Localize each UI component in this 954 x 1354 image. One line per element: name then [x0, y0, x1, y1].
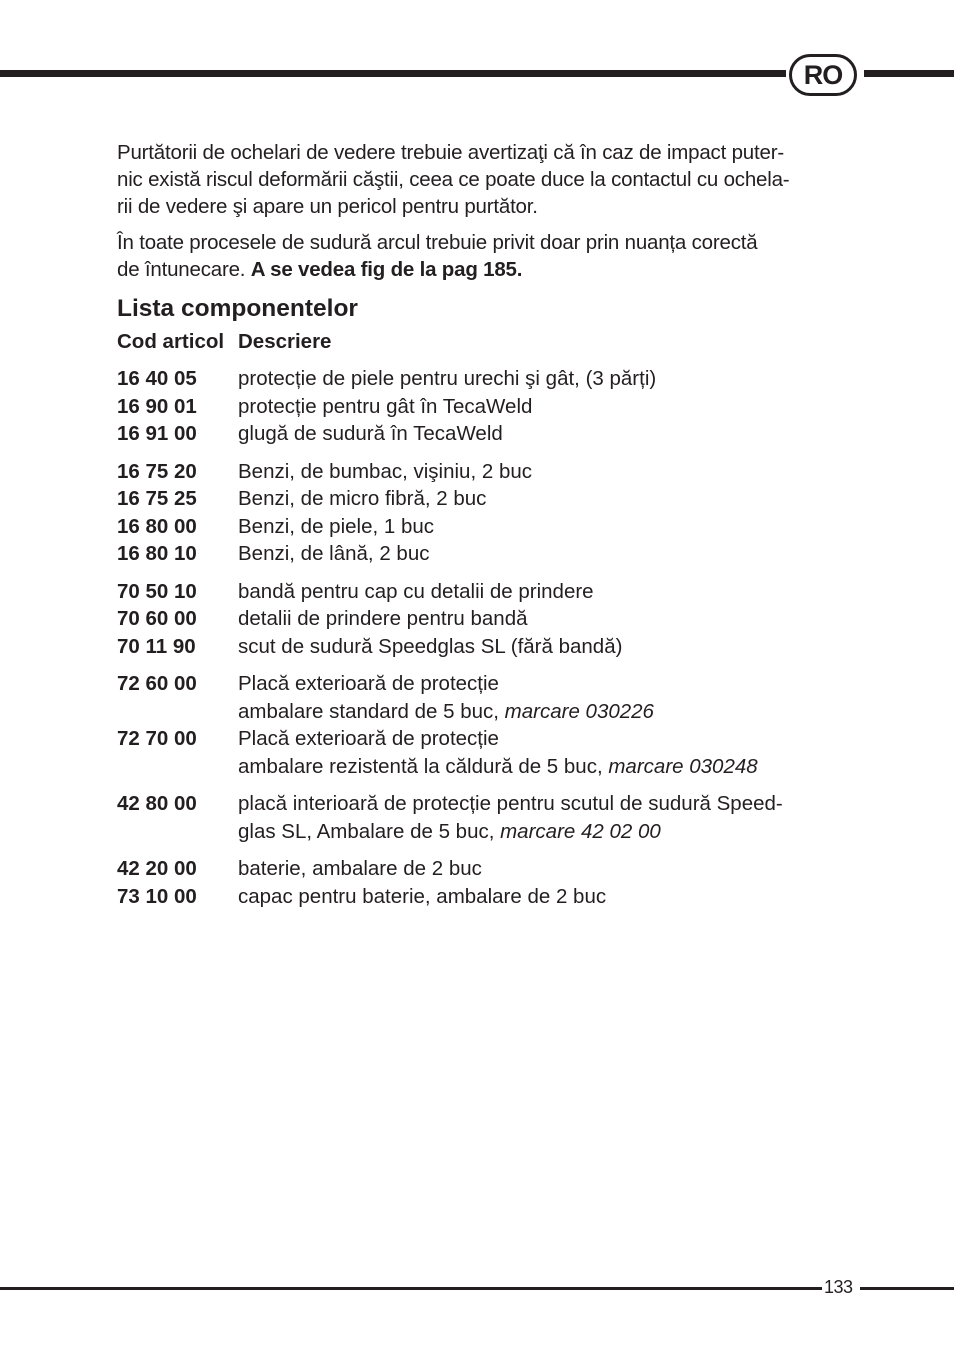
component-group	[117, 670, 859, 780]
description-text: Placă exterioară de protecție	[238, 672, 499, 695]
article-code: 16 75 20	[117, 459, 197, 483]
article-description	[238, 420, 859, 448]
list-item	[117, 883, 859, 911]
description-text: detalii de prindere pentru bandă	[238, 607, 528, 630]
section-title: Lista componentelor	[117, 295, 358, 322]
description-text: placă interioară de protecție pentru scutul de sudură Speed-	[238, 792, 783, 815]
article-code: 16 91 00	[117, 422, 197, 445]
top-rule-right	[864, 70, 954, 77]
article-description	[238, 633, 859, 661]
intro-paragraph-2	[117, 229, 859, 283]
description-text: protecție pentru gât în TecaWeld	[238, 394, 533, 418]
article-code: 72 70 00	[117, 727, 197, 750]
intro-paragraph-2-text: de întunecare.	[117, 258, 246, 281]
article-code: 42 20 00	[117, 857, 197, 880]
description-line	[238, 883, 859, 911]
description-line	[238, 605, 859, 633]
description-line	[238, 513, 859, 541]
article-description	[238, 725, 859, 780]
article-description	[238, 605, 859, 633]
list-item	[117, 393, 859, 421]
list-item	[117, 365, 859, 393]
description-line	[238, 458, 859, 486]
description-text: scut de sudură Speedglas SL (fără bandă)	[238, 634, 623, 658]
article-code: 16 40 05	[117, 367, 197, 390]
list-item	[117, 578, 859, 606]
description-text: capac pentru baterie, ambalare de 2 buc	[238, 884, 607, 908]
list-item	[117, 513, 859, 541]
intro-paragraph-1-line: rii de vedere şi apare un pericol pentru purtător.	[117, 195, 538, 218]
article-description	[238, 578, 859, 606]
intro-paragraph-2-line: În toate procesele de sudură arcul trebuie privit doar prin nuanța corectă	[117, 231, 758, 254]
description-text: Benzi, de piele, 1 buc	[238, 514, 435, 538]
article-code: 73 10 00	[117, 884, 197, 908]
list-item	[117, 485, 859, 513]
description-text: Benzi, de bumbac, vişiniu, 2 buc	[238, 459, 532, 483]
marking-code: marcare 42 02 00	[500, 819, 661, 843]
list-item	[117, 670, 859, 725]
article-code: 70 60 00	[117, 607, 197, 630]
article-code: 16 80 00	[117, 514, 197, 538]
article-code: 16 75 25	[117, 487, 197, 510]
description-text: ambalare rezistentă la căldură de 5 buc,	[238, 754, 609, 778]
list-item	[117, 633, 859, 661]
description-line	[238, 393, 859, 421]
column-header-code: Cod articol	[117, 330, 225, 353]
article-description	[238, 513, 859, 541]
description-text: ambalare standard de 5 buc,	[238, 699, 505, 723]
intro-paragraph-1-line: nic există riscul deformării căştii, ceea ce poate duce la contactul cu ochela-	[117, 168, 790, 191]
description-line	[238, 790, 859, 818]
description-text: bandă pentru cap cu detalii de prindere	[238, 579, 594, 603]
top-rule-left	[0, 70, 786, 77]
article-description	[238, 670, 859, 725]
article-description	[238, 883, 859, 911]
description-text: Placă exterioară de protecție	[238, 727, 499, 750]
components-list	[117, 365, 859, 910]
list-item	[117, 605, 859, 633]
article-code: 16 80 10	[117, 542, 197, 565]
description-line	[238, 855, 859, 883]
list-item	[117, 540, 859, 568]
intro-paragraph-1-line: Purtătorii de ochelari de vedere trebuie avertizaţi că în caz de impact puter-	[117, 141, 784, 164]
description-line	[238, 818, 859, 846]
article-description	[238, 790, 859, 845]
article-code: 42 80 00	[117, 792, 197, 815]
description-line	[238, 420, 859, 448]
intro-paragraph-2-line	[117, 256, 859, 283]
article-description	[238, 393, 859, 421]
list-item	[117, 420, 859, 448]
description-line	[238, 753, 859, 781]
marking-code: marcare 030226	[504, 699, 654, 723]
bottom-rule-right	[860, 1287, 954, 1290]
page-content	[117, 139, 859, 910]
description-text: glugă de sudură în TecaWeld	[238, 422, 503, 445]
description-line	[238, 698, 859, 726]
figure-reference: A se vedea fig de la pag 185.	[250, 258, 523, 281]
list-item	[117, 725, 859, 780]
list-item	[117, 790, 859, 845]
article-code: 16 90 01	[117, 394, 197, 418]
description-line	[238, 670, 859, 698]
article-description	[238, 855, 859, 883]
article-code: 72 60 00	[117, 672, 197, 695]
description-text: Benzi, de micro fibră, 2 buc	[238, 487, 487, 510]
article-description	[238, 540, 859, 568]
component-group	[117, 458, 859, 568]
column-header-description: Descriere	[238, 330, 332, 353]
description-text: glas SL, Ambalare de 5 buc,	[238, 819, 501, 843]
article-code: 70 11 90	[117, 634, 196, 658]
table-header	[117, 329, 859, 355]
list-item	[117, 458, 859, 486]
description-line	[238, 540, 859, 568]
article-code: 70 50 10	[117, 579, 197, 603]
component-group	[117, 855, 859, 910]
list-item	[117, 855, 859, 883]
description-text: baterie, ambalare de 2 buc	[238, 857, 482, 880]
description-line	[238, 725, 859, 753]
description-line	[238, 633, 859, 661]
description-text: Benzi, de lână, 2 buc	[238, 542, 430, 565]
marking-code: marcare 030248	[608, 754, 758, 778]
component-group	[117, 578, 859, 661]
article-description	[238, 365, 859, 393]
page-number: 133	[824, 1277, 853, 1297]
component-group	[117, 790, 859, 845]
description-line	[238, 578, 859, 606]
component-group	[117, 365, 859, 448]
description-text: protecție de piele pentru urechi şi gât, (3 părți)	[238, 367, 657, 390]
description-line	[238, 365, 859, 393]
article-description	[238, 458, 859, 486]
description-line	[238, 485, 859, 513]
bottom-rule-left	[0, 1287, 822, 1290]
article-description	[238, 485, 859, 513]
language-badge: RO	[789, 54, 857, 96]
intro-paragraph-1	[117, 139, 859, 220]
